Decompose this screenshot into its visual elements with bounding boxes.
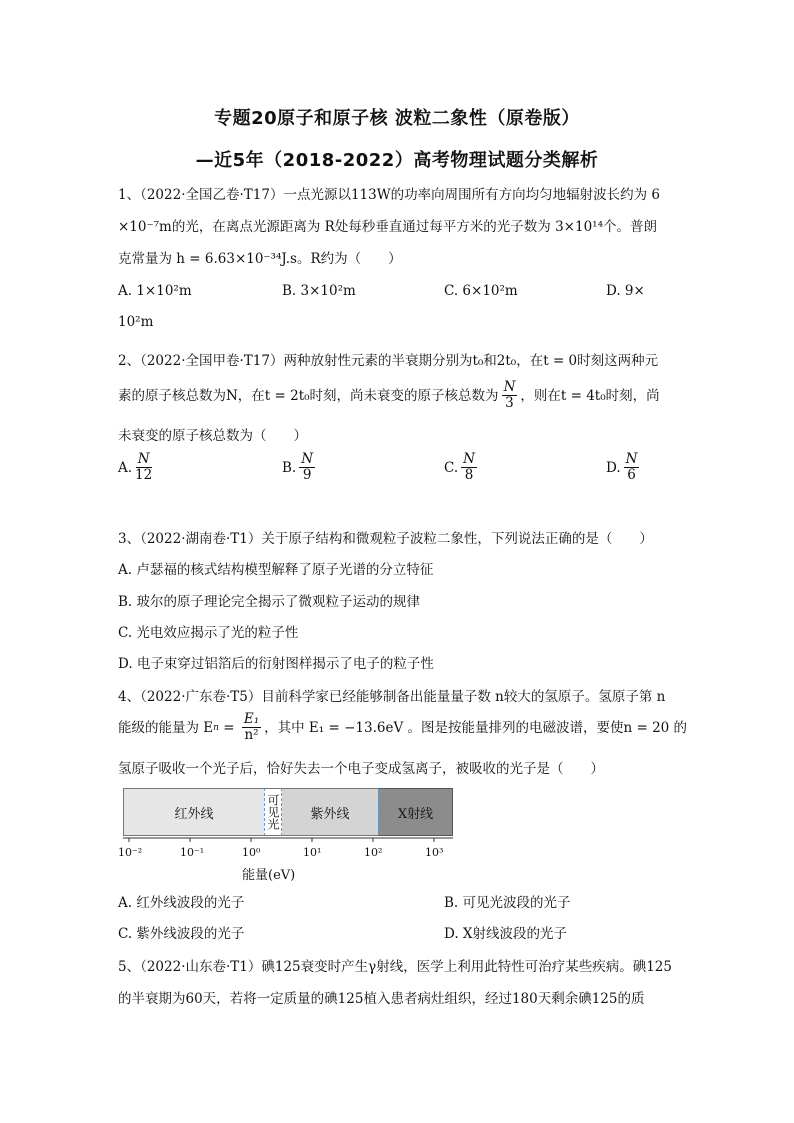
- q1-stem-line2: ×10⁻⁷m的光，在离点光源距离为 R处每秒垂直通过每平方米的光子数为 3×10¹⁴个。普朗: [118, 219, 657, 235]
- spectrum-axis-label: 能量(eV): [242, 868, 296, 883]
- q2-stem-line1: 2、（2022·全国甲卷·T17）两种放射性元素的半衰期分别为t₀和2t₀，在t = 0时刻这两种元: [118, 353, 659, 369]
- q2-stem-line2-start: 素的原子核总数为N，在t = 2t₀时刻，尚未衰变的原子核总数为: [118, 387, 499, 404]
- page-title: 专题20原子和原子核 波粒二象性（原卷版）: [214, 108, 580, 129]
- tick-label-1e3: 10³: [425, 846, 444, 859]
- q4-stem-fraction-num: E₁: [243, 711, 260, 727]
- tick-label-1e0: 10⁰: [242, 846, 261, 859]
- q4-stem-line1: 4、（2022·广东卷·T5）目前科学家已经能够制备出能量量子数 n较大的氢原子。氢原子第 n: [118, 689, 666, 705]
- q3-option-a: A. 卢瑟福的核式结构模型解释了原子光谱的分立特征: [118, 562, 434, 578]
- q2-stem-fraction-den: 3: [505, 395, 514, 411]
- q2-option-b-num: N: [301, 451, 314, 467]
- q1-option-d-continued: 10²m: [118, 314, 154, 330]
- tick-label-1e-1: 10⁻¹: [180, 846, 205, 859]
- q2-option-b-label: B.: [282, 459, 297, 476]
- q1-option-b: B. 3×10²m: [282, 283, 356, 299]
- q2-stem-fraction-num: N: [503, 379, 516, 395]
- q4-stem-line2-end: ，其中 E₁ = −13.6eV 。图是按能量排列的电磁波谱，要使n = 20 的: [264, 719, 688, 736]
- q4-option-a: A. 红外线波段的光子: [118, 895, 245, 911]
- band-ultraviolet: 紫外线: [282, 788, 378, 836]
- q5-stem-line2: 的半衰期为60天，若将一定质量的碘125植入患者病灶组织，经过180天剩余碘125的质: [118, 991, 645, 1007]
- q1-option-a: A. 1×10²m: [118, 283, 192, 299]
- q2-option-a-label: A.: [118, 459, 133, 476]
- q4-stem-line3: 氢原子吸收一个光子后，恰好失去一个电子变成氢离子，被吸收的光子是（ ）: [118, 761, 604, 777]
- q1-stem-line3: 克常量为 h = 6.63×10⁻³⁴J.s。R约为（ ）: [118, 251, 402, 267]
- q3-stem-line1: 3、（2022·湖南卷·T1）关于原子结构和微观粒子波粒二象性，下列说法正确的是（ ）: [118, 531, 653, 547]
- q3-option-c: C. 光电效应揭示了光的粒子性: [118, 625, 299, 641]
- band-infrared: 红外线: [123, 788, 264, 836]
- q3-option-d: D. 电子束穿过铝箔后的衍射图样揭示了电子的粒子性: [118, 656, 434, 672]
- q4-option-d: D. X射线波段的光子: [444, 926, 568, 942]
- q2-option-c-den: 8: [464, 467, 474, 483]
- q3-option-b: B. 玻尔的原子理论完全揭示了微观粒子运动的规律: [118, 594, 421, 610]
- q4-stem-fraction-den: n²: [244, 727, 259, 743]
- q4-option-b: B. 可见光波段的光子: [444, 895, 571, 911]
- band-visible: 可见光: [264, 788, 282, 836]
- q4-option-c: C. 紫外线波段的光子: [118, 926, 245, 942]
- q2-option-c-label: C.: [444, 459, 459, 476]
- q4-stem-line2-start: 能级的能量为 E: [118, 719, 214, 736]
- q5-stem-line1: 5、（2022·山东卷·T1）碘125衰变时产生γ射线，医学上利用此特性可治疗某些疾病。碘125: [118, 959, 672, 975]
- q2-stem-line3: 未衰变的原子核总数为（ ）: [118, 428, 307, 444]
- q2-option-d-label: D.: [606, 459, 621, 476]
- q2-option-d-den: 6: [627, 467, 636, 483]
- tick-label-1e-2: 10⁻²: [118, 846, 143, 859]
- q2-option-a-num: N: [137, 451, 150, 467]
- q4-stem-subscript: n: [213, 722, 219, 733]
- tick-label-1e2: 10²: [364, 846, 383, 859]
- page-subtitle: —近5年（2018-2022）高考物理试题分类解析: [195, 150, 599, 171]
- q2-option-a-den: 12: [135, 467, 153, 483]
- q1-option-d: D. 9×: [606, 283, 645, 299]
- q2-option-d-num: N: [625, 451, 638, 467]
- q4-stem-equals: =: [218, 719, 239, 736]
- q1-option-c: C. 6×10²m: [444, 283, 518, 299]
- band-xray: X射线: [378, 788, 453, 836]
- q1-stem-line1: 1、（2022·全国乙卷·T17）一点光源以113W的功率向周围所有方向均匀地辐射波长约为 6: [118, 187, 660, 203]
- q2-option-b-den: 9: [302, 467, 312, 483]
- q2-option-c-num: N: [463, 451, 475, 467]
- q2-stem-line2-end: ，则在t = 4t₀时刻，尚: [520, 387, 660, 404]
- tick-label-1e1: 10¹: [303, 846, 322, 859]
